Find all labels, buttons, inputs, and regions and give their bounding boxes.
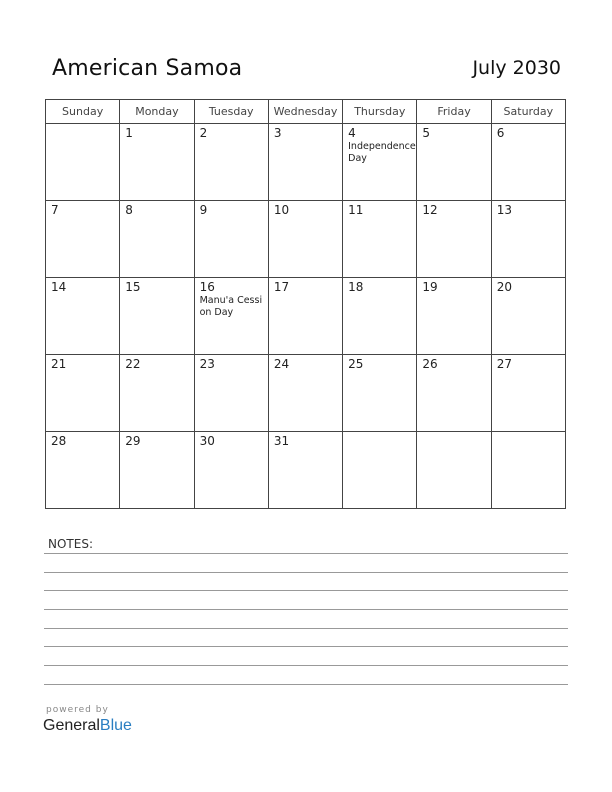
day-number: 28 — [51, 434, 67, 448]
day-number: 29 — [125, 434, 141, 448]
day-cell — [268, 278, 342, 355]
day-cell — [120, 201, 194, 278]
calendar-title: American Samoa — [52, 56, 243, 81]
day-cell — [194, 124, 268, 201]
note-line — [44, 628, 568, 629]
day-number: 24 — [273, 357, 290, 371]
weekday-header-row — [46, 100, 566, 124]
day-number: 1 — [125, 126, 133, 140]
weekday-sunday: Sunday — [46, 100, 120, 124]
day-cell — [268, 432, 342, 509]
week-row — [46, 124, 566, 201]
week-row — [46, 355, 566, 432]
day-cell — [491, 124, 565, 201]
day-number: 18 — [348, 280, 364, 294]
day-number: 27 — [496, 357, 512, 371]
day-number: 21 — [51, 357, 67, 371]
day-cell — [491, 355, 565, 432]
month-label: July 2030 — [472, 57, 561, 79]
notes-label: NOTES: — [48, 537, 93, 551]
holiday-label: Manu'a Cession Day — [199, 295, 263, 318]
day-cell — [120, 278, 194, 355]
day-cell — [120, 124, 194, 201]
day-number: 25 — [348, 357, 364, 371]
day-cell — [343, 201, 417, 278]
day-cell — [268, 124, 342, 201]
day-number: 14 — [51, 280, 67, 294]
week-row — [46, 201, 566, 278]
day-number: 23 — [199, 357, 215, 371]
day-number: 4 — [348, 126, 356, 140]
day-cell — [194, 432, 268, 509]
day-cell — [194, 355, 268, 432]
note-line — [44, 590, 568, 591]
day-cell — [120, 432, 194, 509]
day-cell — [417, 201, 491, 278]
calendar-grid — [45, 99, 566, 509]
logo-text-general: General — [43, 717, 100, 734]
day-cell — [343, 124, 417, 201]
day-cell — [417, 124, 491, 201]
weekday-wednesday: Wednesday — [268, 100, 342, 124]
note-line — [44, 646, 568, 647]
day-number: 26 — [422, 357, 438, 371]
day-cell — [343, 278, 417, 355]
day-number: 16 — [199, 280, 215, 294]
note-line — [44, 609, 568, 610]
holiday-label: Independence Day — [348, 141, 416, 164]
note-line — [44, 572, 568, 573]
day-number: 3 — [273, 126, 282, 140]
day-cell — [268, 355, 342, 432]
day-number: 12 — [422, 203, 438, 217]
day-number: 19 — [422, 280, 438, 294]
week-row — [46, 432, 566, 509]
day-cell — [46, 201, 120, 278]
day-cell — [46, 278, 120, 355]
weekday-thursday: Thursday — [343, 100, 417, 124]
day-cell — [46, 355, 120, 432]
day-cell — [417, 355, 491, 432]
logo-text-blue: Blue — [99, 717, 132, 734]
day-number: 5 — [422, 126, 431, 140]
generalblue-logo — [43, 717, 132, 735]
day-number: 22 — [125, 357, 141, 371]
day-cell — [417, 278, 491, 355]
note-line — [44, 684, 568, 685]
day-number: 2 — [199, 126, 208, 140]
day-number: 31 — [273, 434, 290, 448]
day-cell — [491, 201, 565, 278]
weekday-saturday: Saturday — [491, 100, 565, 124]
day-cell — [194, 201, 268, 278]
day-number: 10 — [273, 203, 290, 217]
day-number: 8 — [125, 203, 133, 217]
day-cell — [491, 432, 565, 509]
note-line — [44, 553, 568, 554]
day-number: 7 — [51, 203, 59, 217]
weekday-monday: Monday — [120, 100, 194, 124]
day-cell — [120, 355, 194, 432]
week-row — [46, 278, 566, 355]
weekday-friday: Friday — [417, 100, 491, 124]
day-number: 17 — [273, 280, 290, 294]
day-cell — [46, 432, 120, 509]
day-number: 20 — [496, 280, 512, 294]
day-cell — [194, 278, 268, 355]
weekday-tuesday: Tuesday — [194, 100, 268, 124]
day-number: 30 — [199, 434, 215, 448]
day-cell — [417, 432, 491, 509]
day-number: 13 — [496, 203, 512, 217]
day-cell — [268, 201, 342, 278]
powered-by-label: powered by — [46, 705, 109, 715]
day-cell — [491, 278, 565, 355]
day-cell — [343, 432, 417, 509]
day-number: 15 — [125, 280, 141, 294]
day-cell — [343, 355, 417, 432]
day-number: 6 — [496, 126, 505, 140]
note-line — [44, 665, 568, 666]
day-number: 11 — [348, 203, 364, 217]
day-number: 9 — [199, 203, 208, 217]
day-cell — [46, 124, 120, 201]
